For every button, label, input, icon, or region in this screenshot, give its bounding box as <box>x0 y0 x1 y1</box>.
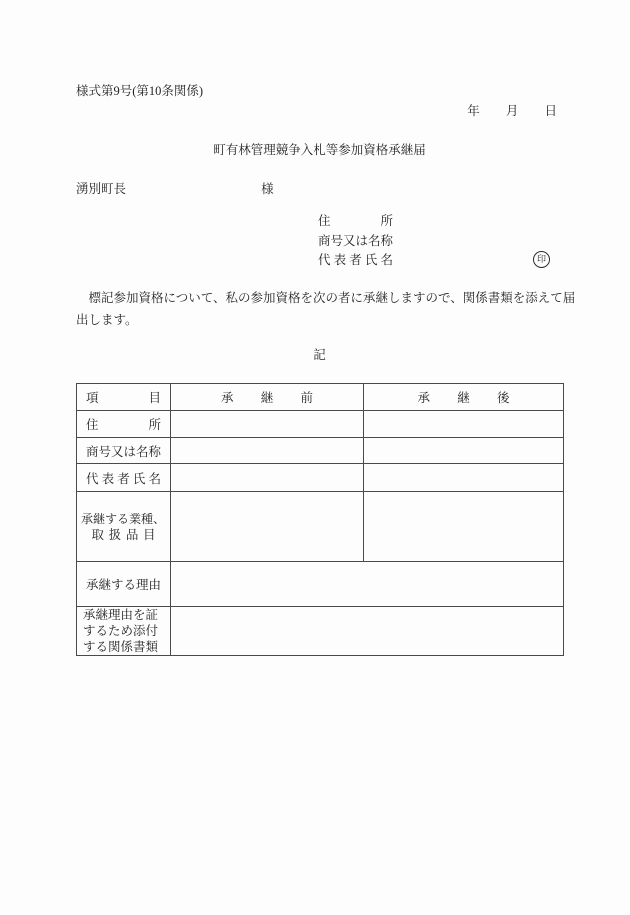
table-row-company <box>77 438 564 464</box>
applicant-address-label: 住所 <box>318 214 393 228</box>
cell-representative-after <box>364 464 564 492</box>
table-row-business <box>77 492 564 562</box>
cell-business-after <box>364 492 564 562</box>
row-label-reason: 承継する理由 <box>85 578 161 592</box>
col-header-after: 承継後 <box>417 391 510 405</box>
row-label-address: 住所 <box>86 418 161 432</box>
col-header-item-cell <box>77 384 171 411</box>
cell-company-after <box>364 438 564 464</box>
cell-address-before <box>171 411 364 438</box>
seal-icon: 印 <box>533 251 550 268</box>
col-header-item: 項目 <box>86 391 161 405</box>
document-title: 町有林管理競争入札等参加資格承継届 <box>213 143 426 157</box>
body-line-2: 出します。 <box>76 312 138 327</box>
row-label-documents-line3: する関係書類 <box>83 640 159 654</box>
date-line <box>76 101 563 119</box>
addressee-honorific: 様 <box>261 182 274 196</box>
row-label-documents-line1: 承継理由を証 <box>83 608 159 622</box>
cell-company-before <box>171 438 364 464</box>
row-label-business-cell <box>77 492 171 562</box>
body-line-1: 標記参加資格について、私の参加資格を次の者に承継しますので、関係書類を添えて届 <box>76 291 576 305</box>
cell-representative-before <box>171 464 364 492</box>
row-label-business-line1: 承継する業種、 <box>81 511 166 526</box>
row-label-company-cell <box>77 438 171 464</box>
table-row-documents <box>77 607 564 656</box>
col-header-after-cell <box>364 384 564 411</box>
table-row-representative <box>77 464 564 492</box>
body-paragraph <box>76 288 576 331</box>
row-label-company: 商号又は名称 <box>86 444 162 459</box>
addressee-line <box>76 179 274 197</box>
date-day-label: 日 <box>544 104 557 118</box>
row-label-representative-cell <box>77 464 171 492</box>
col-header-before-cell <box>171 384 364 411</box>
cell-reason <box>171 562 564 607</box>
date-year-label: 年 <box>467 104 480 118</box>
row-label-representative: 代表者氏名 <box>86 471 161 486</box>
cell-address-after <box>364 411 564 438</box>
form-number: 様式第9号(第10条関係) <box>76 84 204 98</box>
table-row-reason <box>77 562 564 607</box>
table-row-address <box>77 411 564 438</box>
ki-heading: 記 <box>313 348 326 362</box>
addressee-name: 湧別町長 <box>76 182 127 196</box>
applicant-company-label: 商号又は名称 <box>318 233 394 248</box>
col-header-before: 承継前 <box>221 391 313 405</box>
row-label-business-line2: 取扱品目 <box>91 527 156 542</box>
date-month-label: 月 <box>505 104 519 118</box>
applicant-block <box>318 212 393 271</box>
row-label-documents-cell <box>77 607 171 656</box>
cell-documents <box>171 607 564 656</box>
cell-business-before <box>171 492 364 562</box>
applicant-representative-label: 代表者氏名 <box>318 253 393 267</box>
succession-table <box>76 383 564 656</box>
table-header-row <box>77 384 564 411</box>
row-label-address-cell <box>77 411 171 438</box>
row-label-reason-cell <box>77 562 171 607</box>
row-label-documents-line2: するため添付 <box>83 624 159 638</box>
